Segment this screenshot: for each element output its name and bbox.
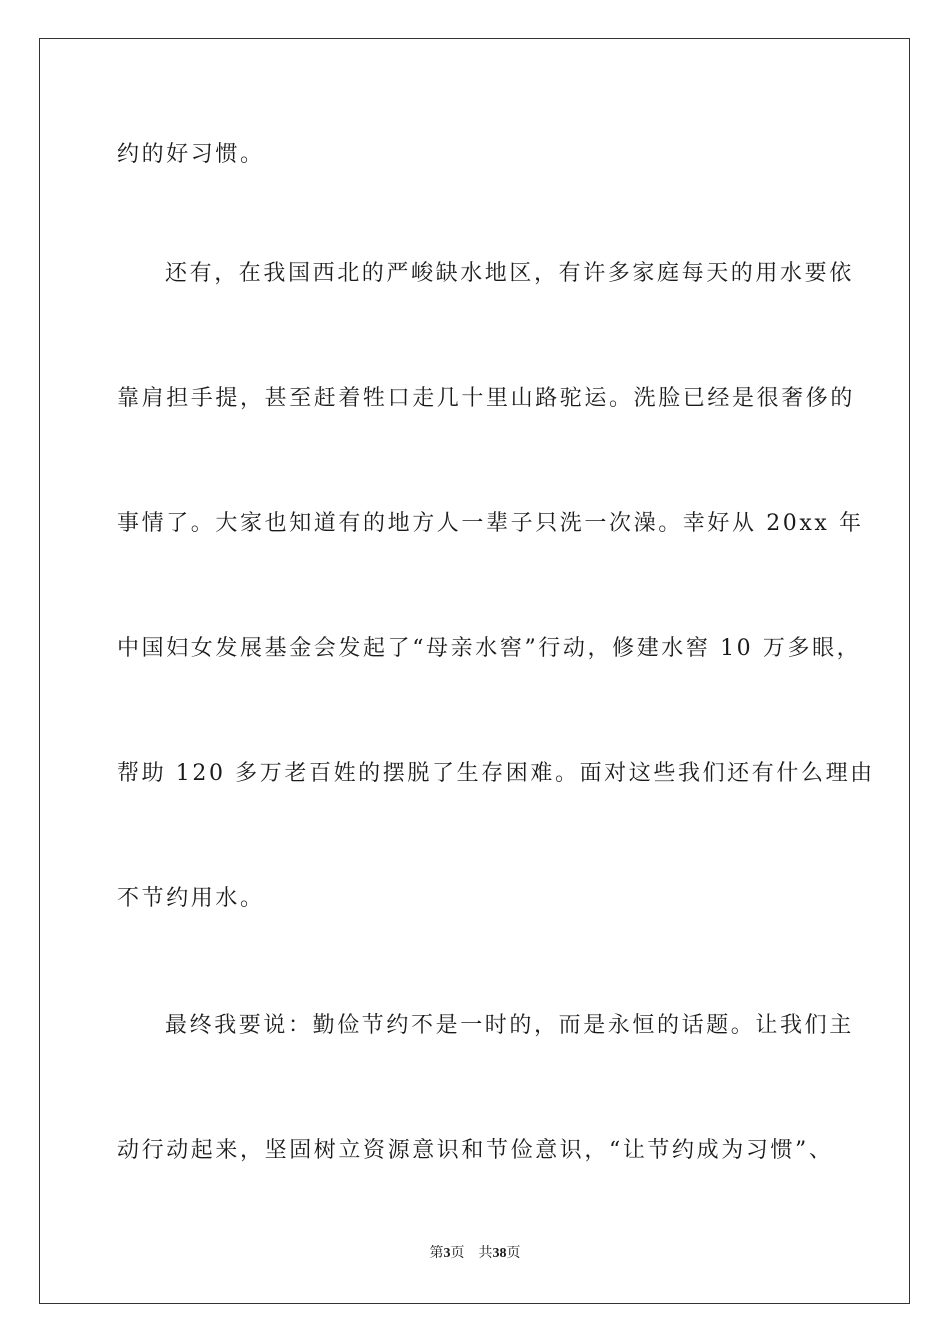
total-suffix: 页 — [506, 1246, 521, 1261]
text-line-5: 中国妇女发展基金会发起了“母亲水窖”行动，修建水窖 10 万多眼， — [117, 636, 862, 661]
text-line-4: 事情了。大家也知道有的地方人一辈子只洗一次澡。幸好从 20xx 年 — [117, 511, 864, 536]
text-line-6: 帮助 120 多万老百姓的摆脱了生存困难。面对这些我们还有什么理由 — [117, 761, 875, 786]
page-suffix: 页 — [450, 1246, 465, 1261]
page-footer — [0, 1244, 950, 1264]
total-pages: 38 — [492, 1246, 507, 1261]
paragraph-start-line: 最终我要说：勤俭节约不是一时的，而是永恒的话题。让我们主 — [165, 1013, 854, 1038]
page-number: 3 — [443, 1246, 451, 1261]
text-line-9: 动行动起来，坚固树立资源意识和节俭意识，“让节约成为习惯”、 — [117, 1138, 834, 1163]
text-line-7: 不节约用水。 — [117, 886, 265, 911]
total-prefix: 共 — [478, 1246, 493, 1261]
paragraph-start-line: 还有，在我国西北的严峻缺水地区，有许多家庭每天的用水要依 — [165, 261, 854, 286]
page-prefix: 第 — [429, 1246, 444, 1261]
text-line-3: 靠肩担手提，甚至赶着牲口走几十里山路驼运。洗脸已经是很奢侈的 — [117, 386, 856, 411]
text-line-1: 约的好习惯。 — [117, 142, 265, 167]
page-frame — [39, 38, 910, 1304]
